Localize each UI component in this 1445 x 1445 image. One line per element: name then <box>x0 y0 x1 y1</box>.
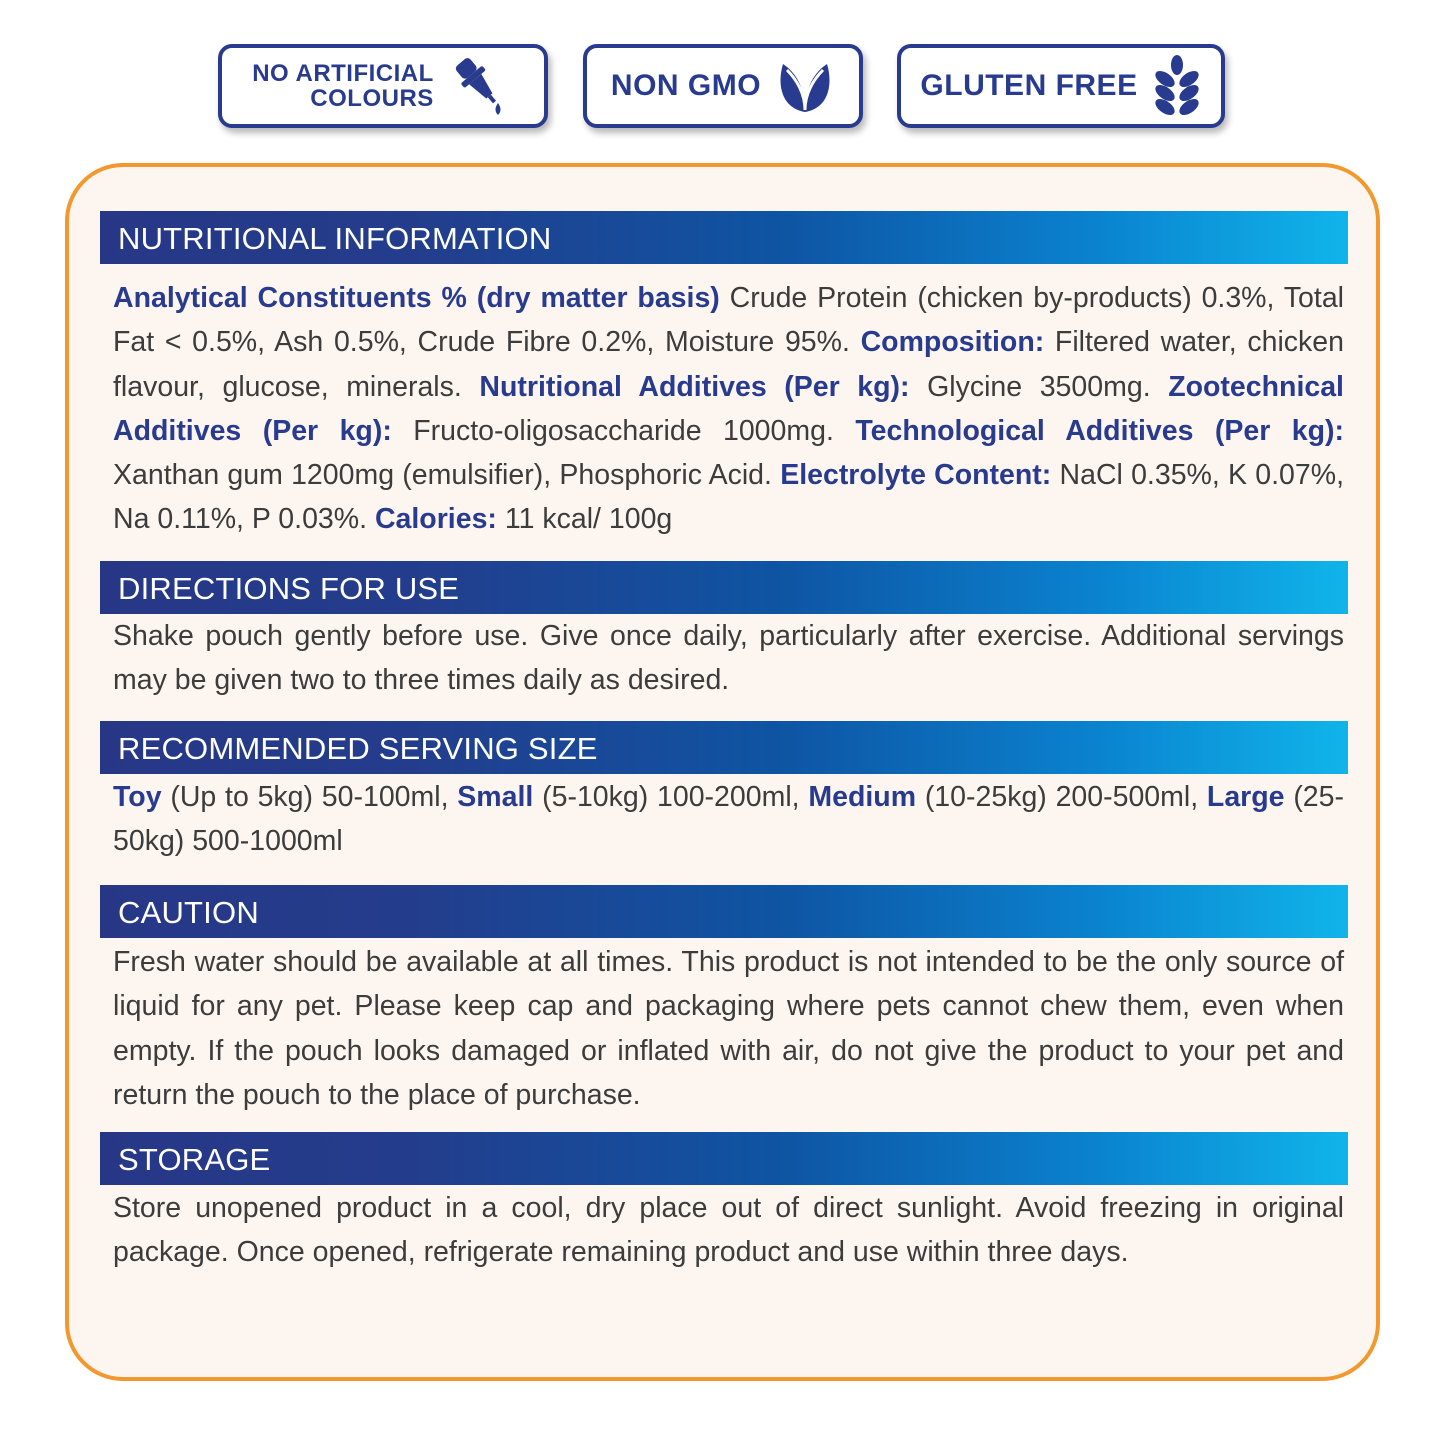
wheat-icon <box>1152 55 1202 117</box>
medium-text: (10-25kg) 200-500ml, <box>916 781 1207 813</box>
calories-text: 11 kcal/ 100g <box>496 503 673 536</box>
badge-label-line1: NO ARTIFICIAL <box>252 60 434 87</box>
zootechnical-text: Fructo-oligosaccharide 1000mg. <box>391 414 856 447</box>
caution-text: Fresh water should be available at all times. This product is not intended to be the only source of liquid for any pet. Please keep cap and packaging where pets cannot chew them, even when empty. If the pouch looks damaged or inflated with air, do not give the product to your pet and return the pouch to the place of purchase. <box>113 946 1344 1111</box>
composition-text: Filtered water, chicken flavour, glucose, minerals. <box>113 326 1344 403</box>
section-header-directions: DIRECTIONS FOR USE <box>100 561 1348 614</box>
section-header-nutritional-information: NUTRITIONAL INFORMATION <box>100 211 1348 264</box>
electrolyte-label: Electrolyte Content: <box>780 459 1052 492</box>
composition-label: Composition: <box>860 326 1045 359</box>
toy-text: (Up to 5kg) 50-100ml, <box>161 781 458 813</box>
analytical-label: Analytical Constituents % (dry matter basis) <box>113 282 720 314</box>
nutritional-additives-text: Glycine 3500mg. <box>909 370 1169 403</box>
zootechnical-label: Zootechnical Additives (Per kg): <box>113 370 1344 447</box>
technological-text: Xanthan gum 1200mg (emulsifier), Phosphoric Acid. <box>113 459 781 492</box>
section-header-caution: CAUTION <box>100 885 1348 938</box>
section-header-serving-size: RECOMMENDED SERVING SIZE <box>100 721 1348 774</box>
small-text: (5-10kg) 100-200ml, <box>533 781 809 813</box>
medium-label: Medium <box>808 781 917 813</box>
storage-text: Store unopened product in a cool, dry place out of direct sunlight. Avoid freezing in original package. Once opened, refrigerate remaining product and use within three days. <box>113 1192 1344 1269</box>
nutritional-additives-label: Nutritional Additives (Per kg): <box>479 370 910 403</box>
large-label: Large <box>1206 781 1285 813</box>
badge-gluten-free <box>897 44 1225 128</box>
calories-label: Calories: <box>374 503 497 536</box>
badge-label-line2: COLOURS <box>310 85 434 112</box>
small-label: Small <box>457 781 534 813</box>
dropper-icon <box>448 53 514 119</box>
badge-no-artificial-colours <box>218 44 548 128</box>
large-text: (25-50kg) 500-1000ml <box>113 781 1345 858</box>
badge-non-gmo <box>583 44 863 128</box>
section-header-storage: STORAGE <box>100 1132 1348 1185</box>
analytical-text: Crude Protein (chicken by-products) 0.3%, Total Fat < 0.5%, Ash 0.5%, Crude Fibre 0.2%, Moisture 95%. <box>113 282 1344 359</box>
badge-label <box>252 61 434 111</box>
serving-text <box>113 775 1344 864</box>
badge-label: GLUTEN FREE <box>920 69 1138 102</box>
nutrition-text <box>113 276 1344 542</box>
directions-text: Shake pouch gently before use. Give once daily, particularly after exercise. Additional servings may be given two to three times daily as desired. <box>113 620 1344 697</box>
badge-label: NON GMO <box>610 69 762 102</box>
leaf-icon <box>775 58 835 114</box>
toy-label: Toy <box>113 781 162 813</box>
technological-label: Technological Additives (Per kg): <box>855 414 1345 447</box>
electrolyte-text: NaCl 0.35%, K 0.07%, Na 0.11%, P 0.03%. <box>113 459 1344 536</box>
